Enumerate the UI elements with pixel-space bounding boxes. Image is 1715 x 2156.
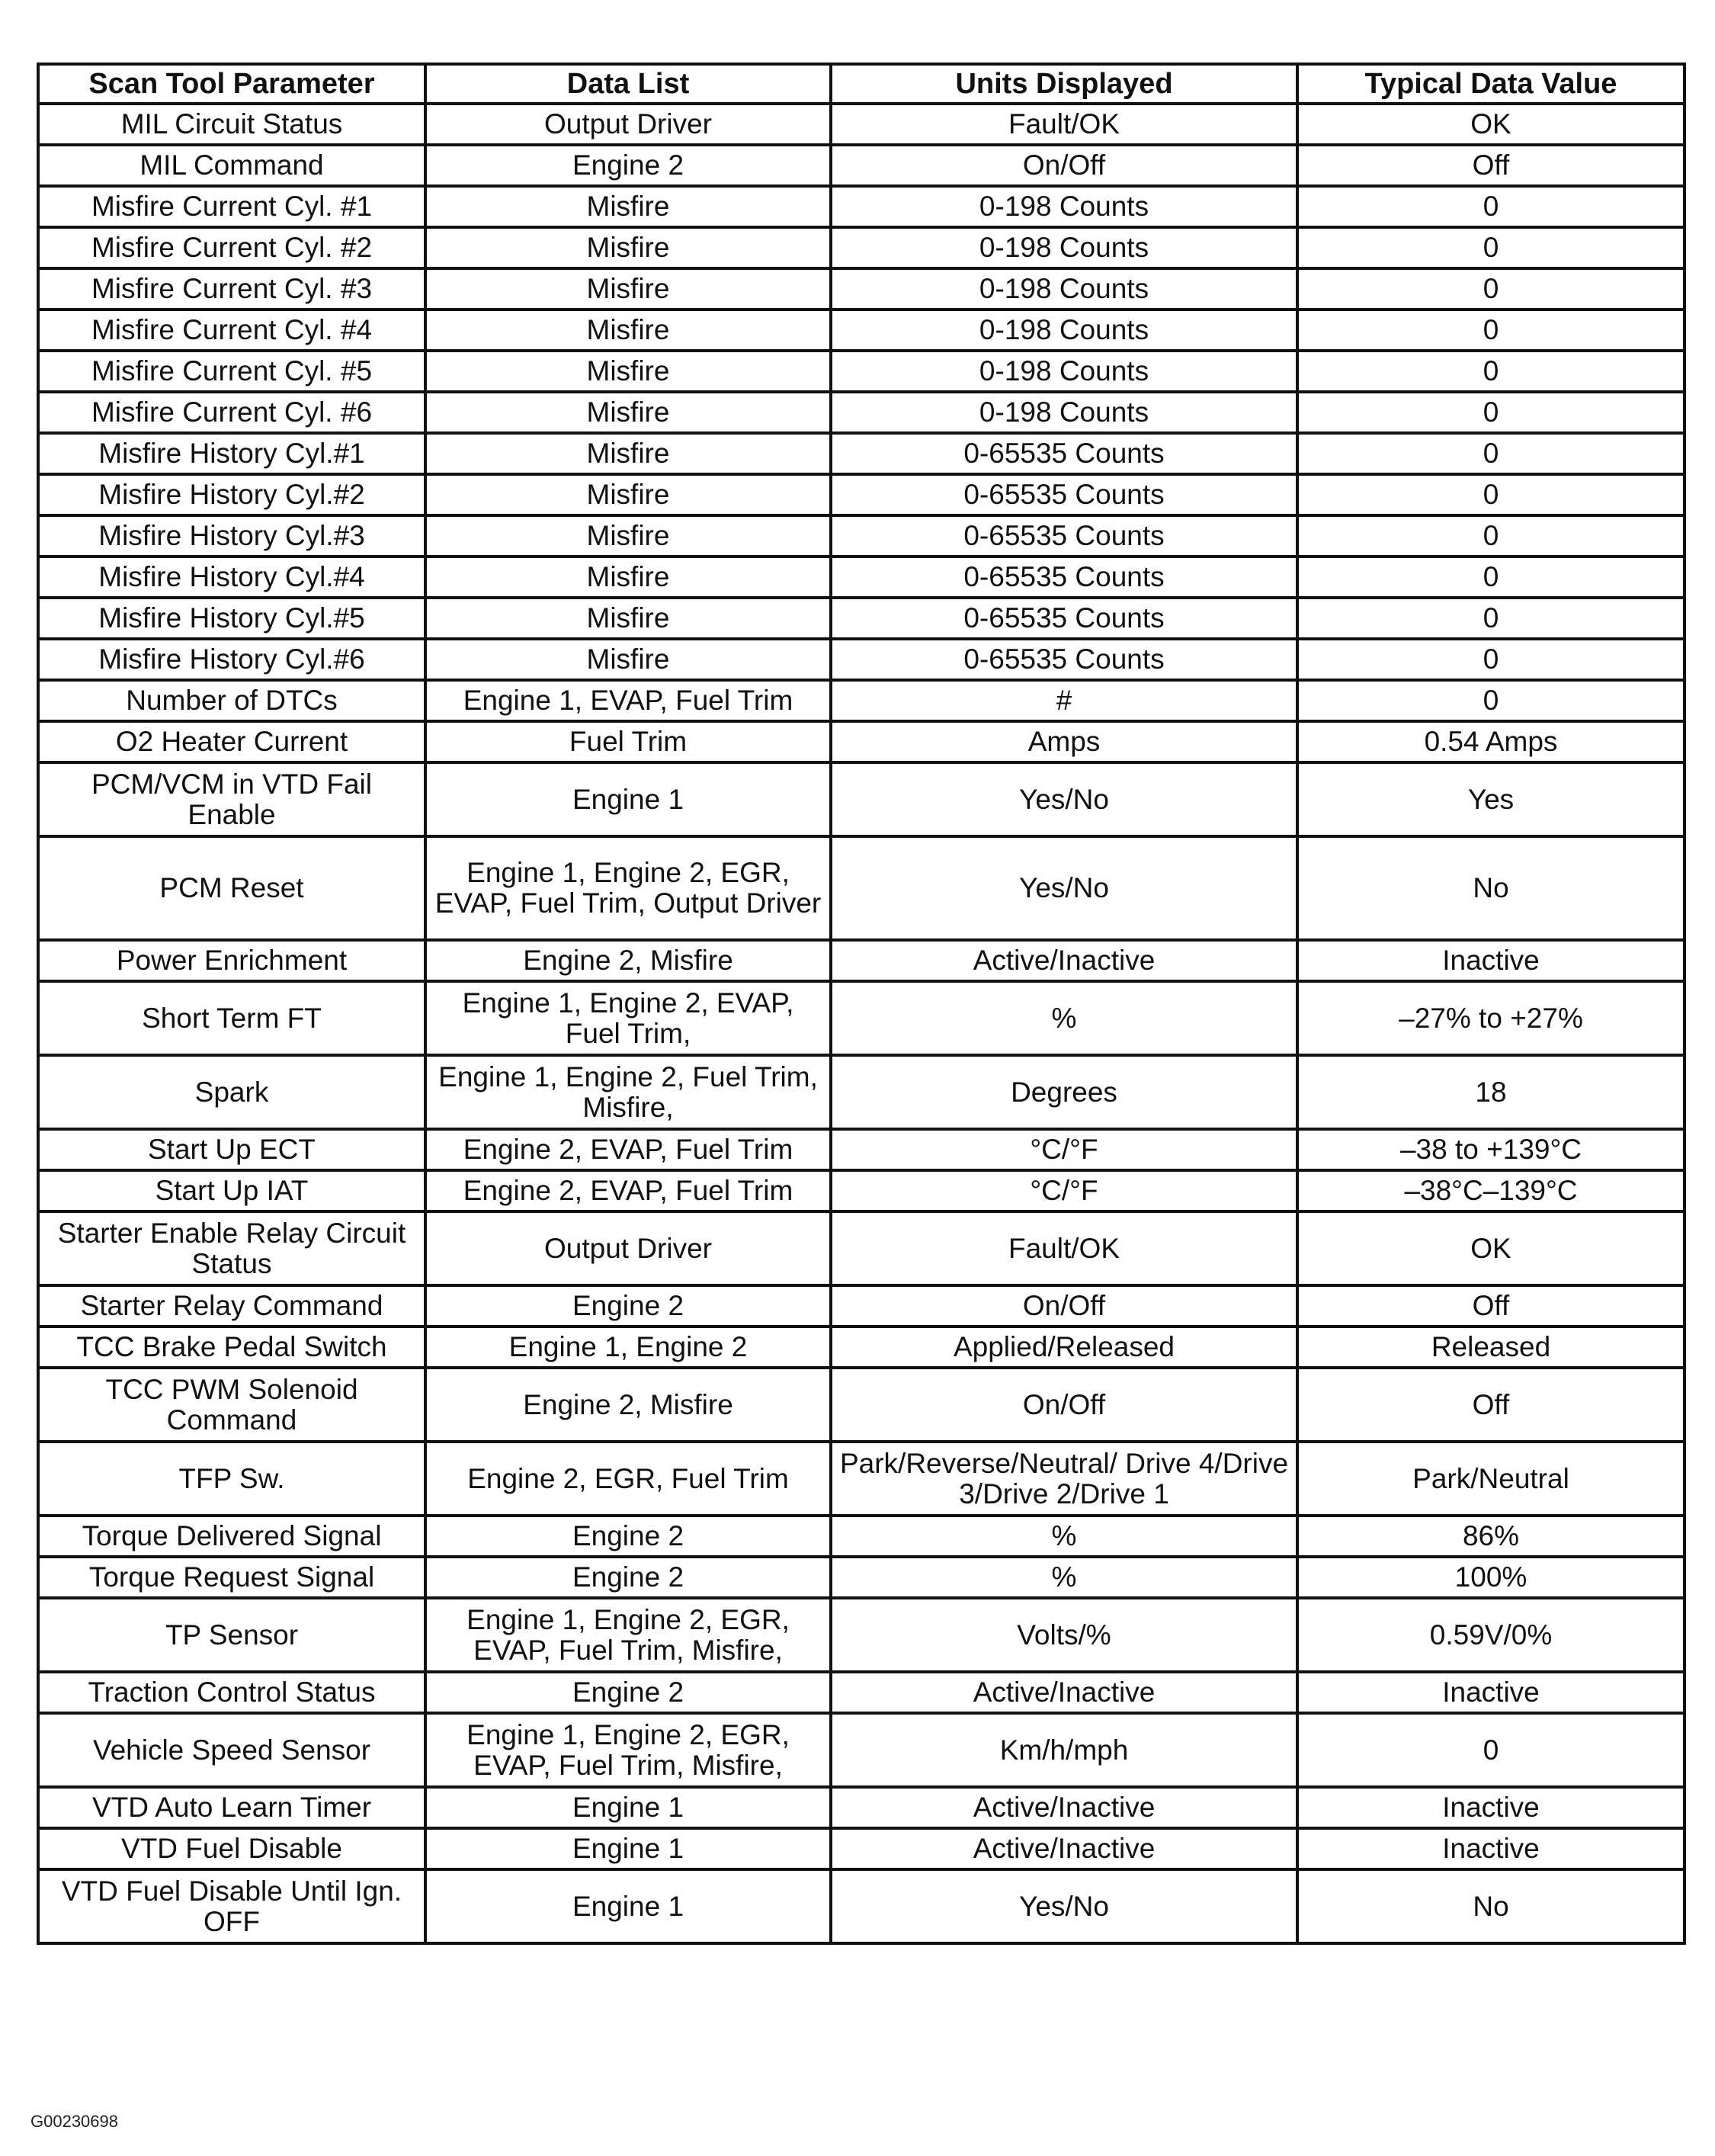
cell-units-displayed: On/Off: [831, 1368, 1297, 1442]
cell-typical-data-value: No: [1297, 1869, 1685, 1943]
cell-scan-tool-parameter: Misfire Current Cyl. #2: [38, 227, 425, 268]
table-row: [38, 598, 1685, 639]
cell-data-list: Engine 2, Misfire: [425, 1368, 831, 1442]
cell-scan-tool-parameter: TCC Brake Pedal Switch: [38, 1327, 425, 1368]
cell-typical-data-value: Inactive: [1297, 1828, 1685, 1869]
cell-data-list: Output Driver: [425, 104, 831, 145]
table-row: [38, 680, 1685, 721]
table-row: [38, 392, 1685, 433]
cell-typical-data-value: –27% to +27%: [1297, 981, 1685, 1055]
table-row: [38, 186, 1685, 227]
cell-units-displayed: Park/Reverse/Neutral/ Drive 4/Drive 3/Drive 2/Drive 1: [831, 1442, 1297, 1516]
cell-typical-data-value: Off: [1297, 1285, 1685, 1327]
table-row: [38, 981, 1685, 1055]
cell-typical-data-value: Released: [1297, 1327, 1685, 1368]
table-row: [38, 1129, 1685, 1170]
cell-typical-data-value: 0.54 Amps: [1297, 721, 1685, 762]
cell-data-list: Misfire: [425, 268, 831, 310]
header-typical-data-value: Typical Data Value: [1297, 64, 1685, 104]
scan-tool-data-sheet: [37, 63, 1683, 1945]
cell-typical-data-value: 0: [1297, 474, 1685, 515]
cell-scan-tool-parameter: Traction Control Status: [38, 1672, 425, 1713]
cell-scan-tool-parameter: VTD Fuel Disable Until Ign. OFF: [38, 1869, 425, 1943]
cell-typical-data-value: 0: [1297, 557, 1685, 598]
table-row: [38, 1598, 1685, 1672]
table-row: [38, 557, 1685, 598]
cell-data-list: Engine 1, Engine 2, EGR, EVAP, Fuel Trim, Misfire,: [425, 1713, 831, 1787]
cell-scan-tool-parameter: PCM/VCM in VTD Fail Enable: [38, 762, 425, 836]
cell-scan-tool-parameter: Misfire History Cyl.#4: [38, 557, 425, 598]
cell-data-list: Engine 1, Engine 2, EGR, EVAP, Fuel Trim, Output Driver: [425, 836, 831, 940]
cell-data-list: Misfire: [425, 433, 831, 474]
table-row: [38, 1787, 1685, 1828]
cell-scan-tool-parameter: Short Term FT: [38, 981, 425, 1055]
cell-typical-data-value: 0: [1297, 268, 1685, 310]
cell-units-displayed: 0-65535 Counts: [831, 515, 1297, 557]
table-row: [38, 1327, 1685, 1368]
table-row: [38, 639, 1685, 680]
cell-typical-data-value: 0: [1297, 598, 1685, 639]
cell-typical-data-value: 0: [1297, 639, 1685, 680]
cell-typical-data-value: Off: [1297, 145, 1685, 186]
cell-scan-tool-parameter: O2 Heater Current: [38, 721, 425, 762]
cell-units-displayed: 0-198 Counts: [831, 310, 1297, 351]
cell-scan-tool-parameter: Number of DTCs: [38, 680, 425, 721]
cell-scan-tool-parameter: Misfire Current Cyl. #1: [38, 186, 425, 227]
table-row: [38, 1713, 1685, 1787]
cell-units-displayed: Fault/OK: [831, 104, 1297, 145]
table-row: [38, 515, 1685, 557]
cell-typical-data-value: 0: [1297, 310, 1685, 351]
cell-data-list: Engine 2, EVAP, Fuel Trim: [425, 1129, 831, 1170]
cell-data-list: Output Driver: [425, 1211, 831, 1285]
table-row: [38, 1285, 1685, 1327]
cell-units-displayed: Volts/%: [831, 1598, 1297, 1672]
cell-data-list: Misfire: [425, 351, 831, 392]
header-row: [38, 64, 1685, 104]
cell-units-displayed: Active/Inactive: [831, 940, 1297, 981]
cell-units-displayed: 0-198 Counts: [831, 227, 1297, 268]
cell-typical-data-value: 0.59V/0%: [1297, 1598, 1685, 1672]
cell-scan-tool-parameter: Misfire Current Cyl. #3: [38, 268, 425, 310]
cell-units-displayed: 0-65535 Counts: [831, 557, 1297, 598]
cell-units-displayed: Km/h/mph: [831, 1713, 1297, 1787]
cell-scan-tool-parameter: TCC PWM Solenoid Command: [38, 1368, 425, 1442]
cell-units-displayed: %: [831, 981, 1297, 1055]
table-row: [38, 227, 1685, 268]
cell-data-list: Fuel Trim: [425, 721, 831, 762]
cell-data-list: Engine 1: [425, 1787, 831, 1828]
cell-data-list: Misfire: [425, 639, 831, 680]
table-row: [38, 1557, 1685, 1598]
table-header: [38, 64, 1685, 104]
cell-typical-data-value: 0: [1297, 433, 1685, 474]
cell-data-list: Engine 2: [425, 1557, 831, 1598]
table-row: [38, 1368, 1685, 1442]
figure-id: G00230698: [30, 2112, 118, 2131]
cell-data-list: Misfire: [425, 392, 831, 433]
cell-scan-tool-parameter: Torque Delivered Signal: [38, 1516, 425, 1557]
cell-units-displayed: Applied/Released: [831, 1327, 1297, 1368]
cell-data-list: Engine 2: [425, 1672, 831, 1713]
cell-data-list: Engine 2: [425, 1285, 831, 1327]
cell-typical-data-value: Inactive: [1297, 940, 1685, 981]
table-body: [38, 104, 1685, 1943]
cell-scan-tool-parameter: TFP Sw.: [38, 1442, 425, 1516]
cell-typical-data-value: OK: [1297, 104, 1685, 145]
table-row: [38, 1672, 1685, 1713]
scan-tool-parameter-table: [37, 63, 1686, 1945]
cell-units-displayed: °C/°F: [831, 1129, 1297, 1170]
cell-units-displayed: 0-65535 Counts: [831, 474, 1297, 515]
cell-typical-data-value: 86%: [1297, 1516, 1685, 1557]
cell-typical-data-value: OK: [1297, 1211, 1685, 1285]
cell-data-list: Engine 2, EVAP, Fuel Trim: [425, 1170, 831, 1211]
cell-units-displayed: Active/Inactive: [831, 1672, 1297, 1713]
table-row: [38, 1211, 1685, 1285]
table-row: [38, 1869, 1685, 1943]
table-row: [38, 1516, 1685, 1557]
cell-data-list: Engine 1: [425, 1828, 831, 1869]
table-row: [38, 1170, 1685, 1211]
cell-scan-tool-parameter: VTD Fuel Disable: [38, 1828, 425, 1869]
cell-typical-data-value: Yes: [1297, 762, 1685, 836]
cell-scan-tool-parameter: PCM Reset: [38, 836, 425, 940]
cell-typical-data-value: –38 to +139°C: [1297, 1129, 1685, 1170]
cell-scan-tool-parameter: Spark: [38, 1055, 425, 1129]
cell-data-list: Misfire: [425, 515, 831, 557]
cell-units-displayed: #: [831, 680, 1297, 721]
cell-units-displayed: 0-65535 Counts: [831, 598, 1297, 639]
cell-scan-tool-parameter: Start Up IAT: [38, 1170, 425, 1211]
cell-data-list: Engine 1: [425, 762, 831, 836]
table-row: [38, 1442, 1685, 1516]
cell-data-list: Engine 1, Engine 2, Fuel Trim, Misfire,: [425, 1055, 831, 1129]
cell-typical-data-value: 0: [1297, 1713, 1685, 1787]
table-row: [38, 762, 1685, 836]
cell-data-list: Misfire: [425, 598, 831, 639]
table-row: [38, 836, 1685, 940]
cell-typical-data-value: 0: [1297, 680, 1685, 721]
cell-typical-data-value: 0: [1297, 351, 1685, 392]
cell-data-list: Misfire: [425, 186, 831, 227]
cell-typical-data-value: No: [1297, 836, 1685, 940]
cell-scan-tool-parameter: Torque Request Signal: [38, 1557, 425, 1598]
cell-scan-tool-parameter: Starter Relay Command: [38, 1285, 425, 1327]
cell-scan-tool-parameter: VTD Auto Learn Timer: [38, 1787, 425, 1828]
cell-data-list: Engine 1: [425, 1869, 831, 1943]
cell-data-list: Engine 1, Engine 2: [425, 1327, 831, 1368]
cell-scan-tool-parameter: Vehicle Speed Sensor: [38, 1713, 425, 1787]
cell-scan-tool-parameter: Start Up ECT: [38, 1129, 425, 1170]
cell-units-displayed: On/Off: [831, 1285, 1297, 1327]
table-row: [38, 1055, 1685, 1129]
cell-data-list: Misfire: [425, 474, 831, 515]
cell-units-displayed: Yes/No: [831, 762, 1297, 836]
cell-data-list: Misfire: [425, 310, 831, 351]
cell-units-displayed: %: [831, 1516, 1297, 1557]
cell-units-displayed: 0-198 Counts: [831, 268, 1297, 310]
cell-typical-data-value: –38°C–139°C: [1297, 1170, 1685, 1211]
table-row: [38, 940, 1685, 981]
cell-typical-data-value: Off: [1297, 1368, 1685, 1442]
table-row: [38, 474, 1685, 515]
table-row: [38, 433, 1685, 474]
cell-typical-data-value: 0: [1297, 515, 1685, 557]
cell-typical-data-value: 0: [1297, 392, 1685, 433]
cell-data-list: Engine 1, Engine 2, EGR, EVAP, Fuel Trim, Misfire,: [425, 1598, 831, 1672]
table-row: [38, 310, 1685, 351]
cell-units-displayed: Amps: [831, 721, 1297, 762]
table-row: [38, 1828, 1685, 1869]
cell-units-displayed: 0-198 Counts: [831, 186, 1297, 227]
cell-typical-data-value: Park/Neutral: [1297, 1442, 1685, 1516]
cell-units-displayed: 0-65535 Counts: [831, 639, 1297, 680]
table-row: [38, 145, 1685, 186]
cell-typical-data-value: Inactive: [1297, 1672, 1685, 1713]
table-row: [38, 351, 1685, 392]
cell-units-displayed: On/Off: [831, 145, 1297, 186]
cell-scan-tool-parameter: Misfire History Cyl.#1: [38, 433, 425, 474]
table-row: [38, 104, 1685, 145]
cell-scan-tool-parameter: Starter Enable Relay Circuit Status: [38, 1211, 425, 1285]
cell-typical-data-value: 0: [1297, 227, 1685, 268]
cell-scan-tool-parameter: Power Enrichment: [38, 940, 425, 981]
cell-units-displayed: Yes/No: [831, 836, 1297, 940]
cell-data-list: Misfire: [425, 557, 831, 598]
cell-units-displayed: Degrees: [831, 1055, 1297, 1129]
table-row: [38, 268, 1685, 310]
cell-scan-tool-parameter: MIL Command: [38, 145, 425, 186]
cell-data-list: Engine 2, Misfire: [425, 940, 831, 981]
header-data-list: Data List: [425, 64, 831, 104]
cell-data-list: Engine 1, EVAP, Fuel Trim: [425, 680, 831, 721]
cell-scan-tool-parameter: Misfire History Cyl.#6: [38, 639, 425, 680]
cell-scan-tool-parameter: TP Sensor: [38, 1598, 425, 1672]
header-scan-tool-parameter: Scan Tool Parameter: [38, 64, 425, 104]
cell-typical-data-value: 18: [1297, 1055, 1685, 1129]
cell-units-displayed: %: [831, 1557, 1297, 1598]
cell-scan-tool-parameter: Misfire History Cyl.#2: [38, 474, 425, 515]
cell-units-displayed: 0-65535 Counts: [831, 433, 1297, 474]
cell-data-list: Engine 2, EGR, Fuel Trim: [425, 1442, 831, 1516]
header-units-displayed: Units Displayed: [831, 64, 1297, 104]
cell-typical-data-value: Inactive: [1297, 1787, 1685, 1828]
cell-typical-data-value: 100%: [1297, 1557, 1685, 1598]
cell-units-displayed: Active/Inactive: [831, 1828, 1297, 1869]
cell-units-displayed: 0-198 Counts: [831, 351, 1297, 392]
cell-data-list: Engine 1, Engine 2, EVAP, Fuel Trim,: [425, 981, 831, 1055]
cell-units-displayed: Yes/No: [831, 1869, 1297, 1943]
cell-scan-tool-parameter: Misfire Current Cyl. #6: [38, 392, 425, 433]
cell-scan-tool-parameter: Misfire History Cyl.#3: [38, 515, 425, 557]
cell-data-list: Engine 2: [425, 145, 831, 186]
cell-typical-data-value: 0: [1297, 186, 1685, 227]
cell-scan-tool-parameter: Misfire Current Cyl. #4: [38, 310, 425, 351]
cell-scan-tool-parameter: Misfire History Cyl.#5: [38, 598, 425, 639]
cell-units-displayed: °C/°F: [831, 1170, 1297, 1211]
cell-data-list: Engine 2: [425, 1516, 831, 1557]
table-row: [38, 721, 1685, 762]
cell-units-displayed: Fault/OK: [831, 1211, 1297, 1285]
cell-scan-tool-parameter: Misfire Current Cyl. #5: [38, 351, 425, 392]
cell-units-displayed: 0-198 Counts: [831, 392, 1297, 433]
cell-data-list: Misfire: [425, 227, 831, 268]
cell-scan-tool-parameter: MIL Circuit Status: [38, 104, 425, 145]
cell-units-displayed: Active/Inactive: [831, 1787, 1297, 1828]
